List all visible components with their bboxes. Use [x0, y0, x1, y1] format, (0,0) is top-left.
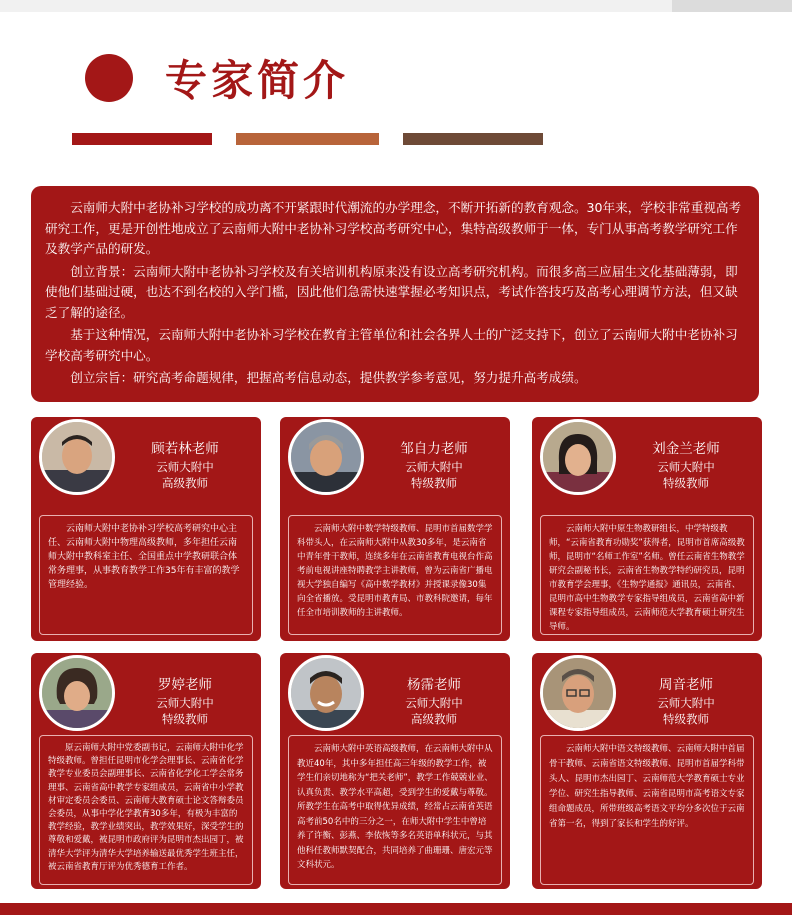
top-strip-corner [672, 0, 792, 12]
teacher-bio: 云南师大附中英语高级教师，在云南师大附中从教近40年，其中多年担任高三年级的教学工作，被学生们亲切地称为“把关老师”，教学工作兢兢业业、认真负责、教学水平高超，受到学生的爱戴与尊敬。所教学生在高考中取得优异成绩，经常占云南省英语高考前50名中的三分之一，在师大附中学生中曾培养了许衡、彭燕、李依恢等多名英语单科状元，与其他科任教师默契配合，共同培养了曲珊珊、唐宏元等文科状元。 [288, 735, 502, 885]
intro-panel [31, 186, 759, 402]
teacher-name: 罗婷老师 [158, 677, 212, 693]
title-dot [85, 54, 133, 102]
teacher-school: 云师大附中 [657, 460, 715, 474]
teacher-rank: 特级教师 [663, 476, 709, 490]
teacher-bio: 云南师大附中语文特级教师、云南师大附中首届骨干教师、云南省语文特级教师、昆明市首届学科带头人、昆明市杰出园丁、云南师范大学教育硕士专业学位、研究生指导教师、云南省昆明市高考语文专家组命题成员，所带班级高考语文平均分多次位于云南省第一名，得到了家长和学生的好评。 [540, 735, 754, 885]
teacher-bio: 云南师大附中老协补习学校高考研究中心主任、云南师大附中物理高级教师，多年担任云南师大附中教科室主任、全国重点中学教研联合体常务理事，从事教育教学工作35年有丰富的教学管理经验。 [39, 515, 253, 635]
divider-bar-orange [236, 133, 379, 145]
intro-paragraph-2: 创立背景：云南师大附中老协补习学校及有关培训机构原来没有设立高考研究机构。而很多高三应届生文化基础薄弱，即使他们基础过硬，也达不到名校的入学门槛，因此他们急需快速掌握必考知识点，考试作答技巧及高考心理调节方法，但又缺乏了解的途径。 [45, 263, 738, 320]
teacher-photo [39, 419, 115, 495]
teacher-card [280, 417, 510, 641]
teacher-photo [39, 655, 115, 731]
teacher-school: 云师大附中 [156, 460, 214, 474]
teacher-bio: 云南师大附中数学特级教师、昆明市首届数学学科带头人，在云南师大附中从教30多年，是云南省中青年骨干教师，连续多年在云南省教育电视台作高考前电视讲座特聘教学主讲教师，曾为云南省广播电视大学独自编写《高中数学教材》并授课录像30集向全省播放。受昆明市教育局、市教科院邀请，每年任全市培训教师的主讲教师。 [288, 515, 502, 635]
divider-bar-red [72, 133, 212, 145]
teacher-card [532, 417, 762, 641]
teacher-rank: 特级教师 [411, 476, 457, 490]
teacher-card [532, 653, 762, 889]
teacher-card [31, 653, 261, 889]
teacher-name: 周音老师 [659, 677, 713, 693]
teacher-rank: 高级教师 [411, 712, 457, 726]
teacher-card [280, 653, 510, 889]
divider-bar-brown [403, 133, 543, 145]
bottom-strip [0, 903, 792, 915]
top-strip [0, 0, 792, 12]
intro-paragraph-1: 云南师大附中老协补习学校的成功离不开紧跟时代潮流的办学理念，不断开拓新的教育观念。30年来，学校非常重视高考研究工作，更是开创性地成立了云南师大附中老协补习学校高考研究中心，集特高级教师于一体，专门从事高考教学研究工作及教学产品的研发。 [45, 200, 742, 256]
teacher-rank: 特级教师 [162, 712, 208, 726]
teacher-photo [288, 419, 364, 495]
teacher-name: 杨霈老师 [407, 677, 461, 693]
teacher-photo [540, 655, 616, 731]
teacher-bio: 云南师大附中原生物教研组长，中学特级教师，“云南省教育功勋奖”获得者，昆明市首席高级教师，昆明市“名师工作室”名师。曾任云南省生物教学研究会副秘书长，云南省生物教学特约研究员，昆明市教育学会理事，《生物学通报》通讯员，云南省、昆明市高中生物教学专家指导组成员，云南省高中新课程专家指导组成员，云南师范大学教育硕士研究生导师。 [540, 515, 754, 635]
teacher-name: 顾若林老师 [151, 441, 219, 457]
intro-paragraph-3: 基于这种情况，云南师大附中老协补习学校在教育主管单位和社会各界人士的广泛支持下，创立了云南师大附中老协补习学校高考研究中心。 [45, 327, 738, 363]
teacher-photo [288, 655, 364, 731]
teacher-photo [540, 419, 616, 495]
page-title: 专家简介 [165, 56, 350, 105]
teacher-school: 云师大附中 [657, 696, 715, 710]
teacher-rank: 特级教师 [663, 712, 709, 726]
teacher-bio: 原云南师大附中党委副书记，云南师大附中化学特级教师。曾担任昆明市化学会理事长、云南省化学教学专业委员会副理事长、云南省化学化工学会常务理事、云南省高中教学专家组成员，云南省中小学教材审定委员会委员、云南师大教育硕士论文答辩委员会委员，从事中学化学教育30多年，有极为丰富的教学经验，教学业绩突出，教学效果好，深受学生的尊敬和爱戴，被昆明市政府评为昆明市杰出园丁，被清华大学评为清华大学培养输送最优秀学生班主任，被云南省教育厅评为优秀德育工作者。 [39, 735, 253, 885]
teacher-school: 云师大附中 [405, 460, 463, 474]
intro-paragraph-4: 创立宗旨：研究高考命题规律，把握高考信息动态，提供教学参考意见，努力提升高考成绩。 [70, 370, 587, 385]
teacher-name: 邹自力老师 [400, 441, 468, 457]
teacher-school: 云师大附中 [156, 696, 214, 710]
teacher-rank: 高级教师 [162, 476, 208, 490]
teacher-school: 云师大附中 [405, 696, 463, 710]
teacher-card [31, 417, 261, 641]
teacher-name: 刘金兰老师 [652, 441, 720, 457]
